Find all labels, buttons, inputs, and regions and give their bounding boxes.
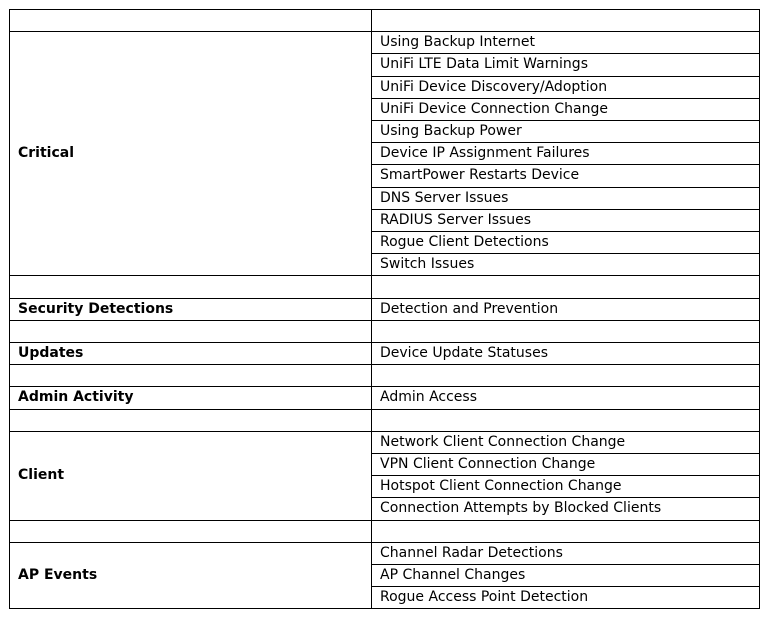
spacer-row bbox=[10, 320, 760, 342]
alert-item: SmartPower Restarts Device bbox=[372, 165, 760, 187]
empty-cell bbox=[372, 10, 760, 32]
alert-item: Device Update Statuses bbox=[372, 343, 760, 365]
spacer-row bbox=[10, 409, 760, 431]
category-client: Client bbox=[10, 431, 372, 520]
alert-item: Rogue Access Point Detection bbox=[372, 587, 760, 609]
alert-item: UniFi Device Connection Change bbox=[372, 98, 760, 120]
alert-item: Detection and Prevention bbox=[372, 298, 760, 320]
alert-item: VPN Client Connection Change bbox=[372, 453, 760, 475]
empty-cell bbox=[10, 409, 372, 431]
table-row bbox=[10, 343, 760, 365]
table-row bbox=[10, 431, 760, 453]
empty-cell bbox=[10, 365, 372, 387]
empty-cell bbox=[10, 520, 372, 542]
spacer-row bbox=[10, 520, 760, 542]
spacer-row bbox=[10, 276, 760, 298]
table-row bbox=[10, 32, 760, 54]
empty-cell bbox=[10, 320, 372, 342]
alert-item: Rogue Client Detections bbox=[372, 232, 760, 254]
category-security-detections: Security Detections bbox=[10, 298, 372, 320]
spacer-row bbox=[10, 365, 760, 387]
alert-item: RADIUS Server Issues bbox=[372, 209, 760, 231]
empty-cell bbox=[372, 365, 760, 387]
alert-item: Hotspot Client Connection Change bbox=[372, 476, 760, 498]
alert-item: Network Client Connection Change bbox=[372, 431, 760, 453]
table-row bbox=[10, 387, 760, 409]
alert-item: UniFi LTE Data Limit Warnings bbox=[372, 54, 760, 76]
alert-item: Connection Attempts by Blocked Clients bbox=[372, 498, 760, 520]
alert-item: DNS Server Issues bbox=[372, 187, 760, 209]
empty-cell bbox=[372, 320, 760, 342]
alert-item: Using Backup Internet bbox=[372, 32, 760, 54]
alert-table-body bbox=[10, 10, 760, 609]
empty-cell bbox=[372, 520, 760, 542]
empty-cell bbox=[372, 276, 760, 298]
category-critical: Critical bbox=[10, 32, 372, 276]
alert-item: Switch Issues bbox=[372, 254, 760, 276]
alert-item: Using Backup Power bbox=[372, 121, 760, 143]
category-ap-events: AP Events bbox=[10, 542, 372, 609]
empty-cell bbox=[10, 276, 372, 298]
table-row bbox=[10, 542, 760, 564]
alert-item: Admin Access bbox=[372, 387, 760, 409]
alert-item: UniFi Device Discovery/Adoption bbox=[372, 76, 760, 98]
alert-item: Channel Radar Detections bbox=[372, 542, 760, 564]
category-admin-activity: Admin Activity bbox=[10, 387, 372, 409]
empty-cell bbox=[10, 10, 372, 32]
category-updates: Updates bbox=[10, 343, 372, 365]
alert-item: Device IP Assignment Failures bbox=[372, 143, 760, 165]
empty-cell bbox=[372, 409, 760, 431]
alert-category-table bbox=[9, 9, 760, 609]
table-row bbox=[10, 298, 760, 320]
spacer-row bbox=[10, 10, 760, 32]
alert-item: AP Channel Changes bbox=[372, 564, 760, 586]
